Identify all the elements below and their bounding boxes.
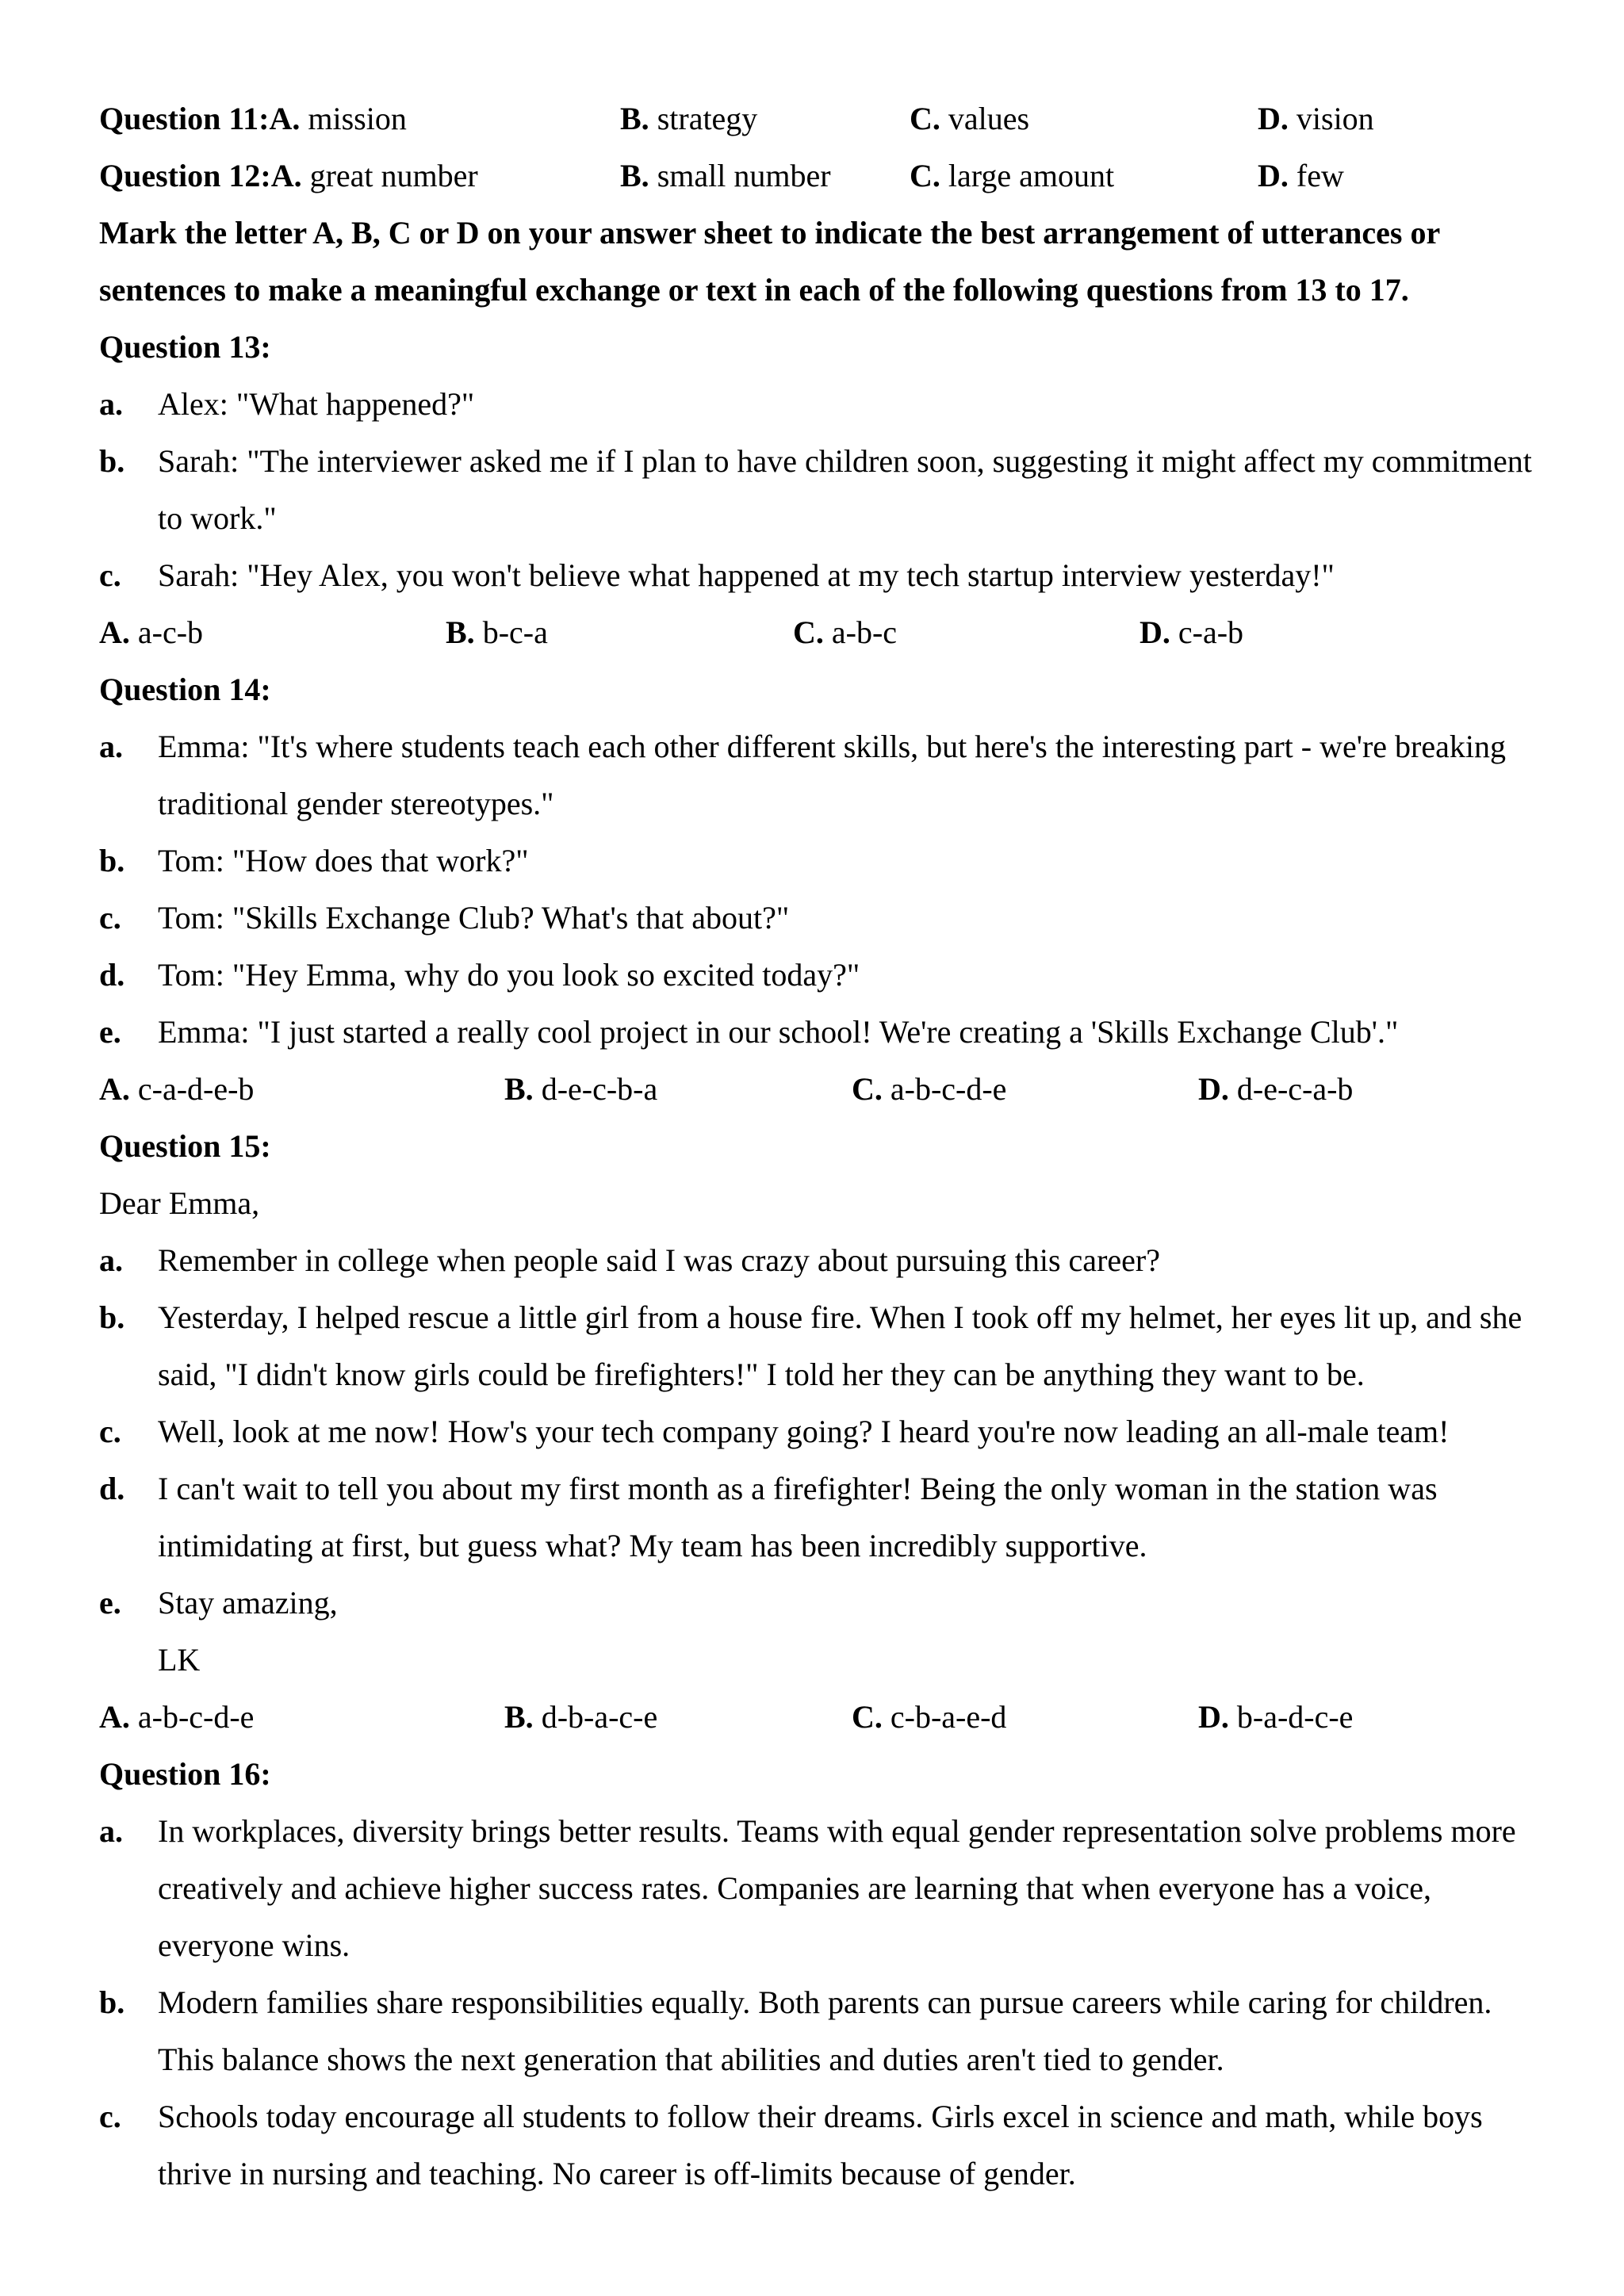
q13-option-a: A. a-c-b: [99, 614, 204, 650]
question-11-label: Question 11:: [99, 101, 270, 136]
q14-item-c: c. Tom: "Skills Exchange Club? What's that about?": [99, 900, 790, 936]
q11-option-a-letter: A.: [269, 101, 301, 136]
question-16-title: Question 16:: [99, 1756, 271, 1792]
q15-signature: LK: [158, 1642, 201, 1678]
q12-option-c: C. large amount: [910, 158, 1115, 193]
q14-option-b: B. d-e-c-b-a: [504, 1071, 658, 1107]
q13-item-b: b. Sarah: "The interviewer asked me if I plan to have children soon, suggesting it might affect my commitment to work.": [99, 443, 1532, 536]
q15-options-row: [99, 1689, 1546, 1746]
question-14-title: Question 14:: [99, 672, 271, 707]
q15-item-a: a. Remember in college when people said I was crazy about pursuing this career?: [99, 1242, 1160, 1278]
q13-options-row: [99, 604, 1546, 661]
q14-option-d: D. d-e-c-a-b: [1198, 1071, 1354, 1107]
q15-greeting: Dear Emma,: [99, 1185, 260, 1221]
q14-option-c: C. a-b-c-d-e: [852, 1071, 1007, 1107]
q15-option-d: D. b-a-d-c-e: [1198, 1699, 1354, 1735]
q11-option-b: B. strategy: [620, 101, 758, 136]
question-12-row: [99, 147, 1546, 205]
q15-option-c: C. c-b-a-e-d: [852, 1699, 1007, 1735]
question-15-title: Question 15:: [99, 1128, 271, 1164]
q15-option-a: A. a-b-c-d-e: [99, 1699, 255, 1735]
q14-item-d: d. Tom: "Hey Emma, why do you look so excited today?": [99, 957, 860, 993]
q11-option-c: C. values: [910, 101, 1030, 136]
q15-item-d: d. I can't wait to tell you about my first month as a firefighter! Being the only woman in the station was intimidating at first, but guess what? My team has been incredibly supportive.: [99, 1471, 1438, 1563]
q15-item-c: c. Well, look at me now! How's your tech company going? I heard you're now leading an all-male team!: [99, 1414, 1450, 1449]
q13-item-c: c. Sarah: "Hey Alex, you won't believe what happened at my tech startup interview yesterday!": [99, 557, 1335, 593]
q14-item-a: a. Emma: "It's where students teach each other different skills, but here's the interesting part - we're breaking traditional gender stereotypes.": [99, 729, 1506, 821]
q16-item-c: c. Schools today encourage all students to follow their dreams. Girls excel in science and math, while boys thrive in nursing and teaching. No career is off-limits because of gender.: [99, 2099, 1483, 2191]
q16-item-b: b. Modern families share responsibilities equally. Both parents can pursue careers while caring for children. This balance shows the next generation that abilities and duties aren't tied to gender.: [99, 1984, 1492, 2077]
q14-options-row: [99, 1061, 1546, 1118]
q11-option-d: D. vision: [1258, 101, 1374, 136]
q15-item-e: e. Stay amazing,: [99, 1585, 338, 1621]
question-12-label: Question 12:: [99, 158, 271, 193]
q13-option-c: C. a-b-c: [793, 614, 898, 650]
q13-option-b: B. b-c-a: [446, 614, 548, 650]
q14-item-e: e. Emma: "I just started a really cool project in our school! We're creating a 'Skills Exchange Club'.": [99, 1014, 1399, 1050]
instruction-line-1: Mark the letter A, B, C or D on your answer sheet to indicate the best arrangement of utterances or: [99, 215, 1441, 251]
exam-page: [99, 90, 1546, 2202]
q11-option-a-text: mission: [308, 101, 407, 136]
q15-option-b: B. d-b-a-c-e: [504, 1699, 658, 1735]
q16-item-a: a. In workplaces, diversity brings better results. Teams with equal gender representation solve problems more creatively and achieve higher success rates. Companies are learning that when everyone has a voice, everyone wins.: [99, 1813, 1516, 1963]
q15-item-b: b. Yesterday, I helped rescue a little girl from a house fire. When I took off my helmet, her eyes lit up, and she said, "I didn't know girls could be firefighters!" I told her they can be anything they want to be.: [99, 1299, 1522, 1392]
q14-option-a: A. c-a-d-e-b: [99, 1071, 255, 1107]
q12-option-d: D. few: [1258, 158, 1344, 193]
q14-item-b: b. Tom: "How does that work?": [99, 843, 529, 878]
question-11-row: [99, 90, 1546, 147]
q12-option-b: B. small number: [620, 158, 831, 193]
q12-option-a-letter: A.: [270, 158, 302, 193]
q13-option-d: D. c-a-b: [1139, 614, 1244, 650]
question-13-title: Question 13:: [99, 329, 271, 365]
q12-option-a-text: great number: [309, 158, 478, 193]
q13-item-a: a. Alex: "What happened?": [99, 386, 475, 422]
instruction-line-2: sentences to make a meaningful exchange or text in each of the following questions from 13 to 17.: [99, 272, 1409, 308]
